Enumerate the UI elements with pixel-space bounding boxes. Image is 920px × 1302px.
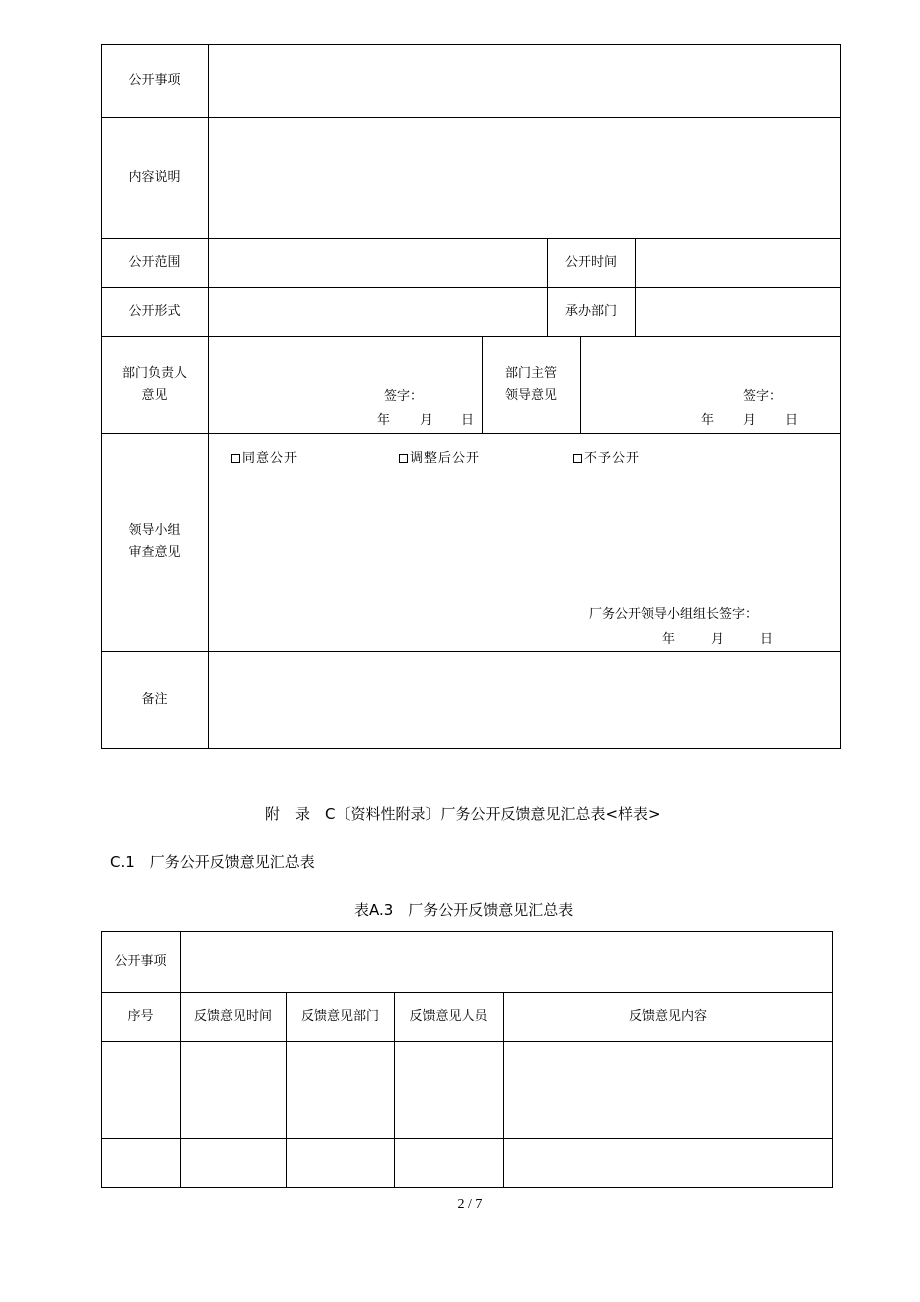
checkbox-icon[interactable] bbox=[399, 454, 408, 463]
leader-group-date-year: 年 bbox=[662, 632, 676, 647]
header-seq: 序号 bbox=[127, 1008, 154, 1024]
option-adjust[interactable] bbox=[399, 451, 480, 467]
dept-leader-date-month: 月 bbox=[743, 413, 757, 428]
column-divider bbox=[580, 336, 581, 433]
option-reject-label: 不予公开 bbox=[584, 451, 641, 466]
label-dept: 承办部门 bbox=[564, 303, 617, 319]
appendix-title: 附 录 C〔资料性附录〕厂务公开反馈意见汇总表<样表> bbox=[265, 805, 661, 823]
dept-head-date-year: 年 bbox=[377, 413, 391, 428]
approval-form-table bbox=[101, 44, 841, 749]
checkbox-icon[interactable] bbox=[573, 454, 582, 463]
header-time: 反馈意见时间 bbox=[193, 1008, 272, 1024]
row-divider bbox=[101, 336, 841, 337]
dept-leader-date-year: 年 bbox=[701, 413, 715, 428]
page-number: 2 / 7 bbox=[457, 1197, 483, 1212]
column-divider bbox=[635, 238, 636, 336]
label-review: 领导小组 审查意见 bbox=[128, 523, 181, 560]
option-approve[interactable] bbox=[231, 451, 298, 467]
option-reject[interactable] bbox=[573, 451, 640, 467]
label-description: 内容说明 bbox=[128, 169, 181, 185]
checkbox-icon[interactable] bbox=[231, 454, 240, 463]
leader-group-date-month: 月 bbox=[711, 632, 725, 647]
row-divider bbox=[101, 433, 841, 434]
table2-item-label: 公开事项 bbox=[114, 953, 167, 969]
header-content: 反馈意见内容 bbox=[628, 1008, 707, 1024]
header-person: 反馈意见人员 bbox=[409, 1008, 488, 1024]
dept-leader-date-day: 日 bbox=[785, 413, 799, 428]
feedback-summary-table bbox=[101, 931, 833, 1188]
row-divider bbox=[101, 651, 841, 652]
label-dept-leader: 部门主管 领导意见 bbox=[504, 365, 557, 403]
label-dept-head: 部门负责人 意见 bbox=[121, 365, 187, 403]
row-divider bbox=[101, 287, 841, 288]
row-divider bbox=[101, 1041, 833, 1042]
dept-head-sign-label: 签字： bbox=[384, 389, 424, 404]
leader-group-sign-label: 厂务公开领导小组组长签字： bbox=[589, 607, 759, 622]
label-item: 公开事项 bbox=[128, 72, 181, 88]
label-time: 公开时间 bbox=[564, 254, 617, 270]
row-divider bbox=[101, 238, 841, 239]
row-divider bbox=[101, 1138, 833, 1139]
dept-head-date-month: 月 bbox=[420, 413, 434, 428]
label-scope: 公开范围 bbox=[128, 254, 181, 270]
label-column-divider bbox=[208, 44, 209, 749]
dept-leader-sign-label: 签字： bbox=[743, 389, 783, 404]
row-divider bbox=[101, 117, 841, 118]
option-adjust-label: 调整后公开 bbox=[410, 451, 481, 466]
header-dept: 反馈意见部门 bbox=[300, 1008, 379, 1024]
table-caption: 表A.3 厂务公开反馈意见汇总表 bbox=[354, 901, 574, 919]
dept-head-date-day: 日 bbox=[461, 413, 475, 428]
label-remarks: 备注 bbox=[141, 692, 168, 707]
option-approve-label: 同意公开 bbox=[242, 451, 299, 466]
leader-group-date-day: 日 bbox=[760, 632, 774, 647]
section-heading: C.1 厂务公开反馈意见汇总表 bbox=[110, 853, 315, 871]
column-divider bbox=[180, 931, 181, 1188]
label-form: 公开形式 bbox=[128, 303, 181, 319]
